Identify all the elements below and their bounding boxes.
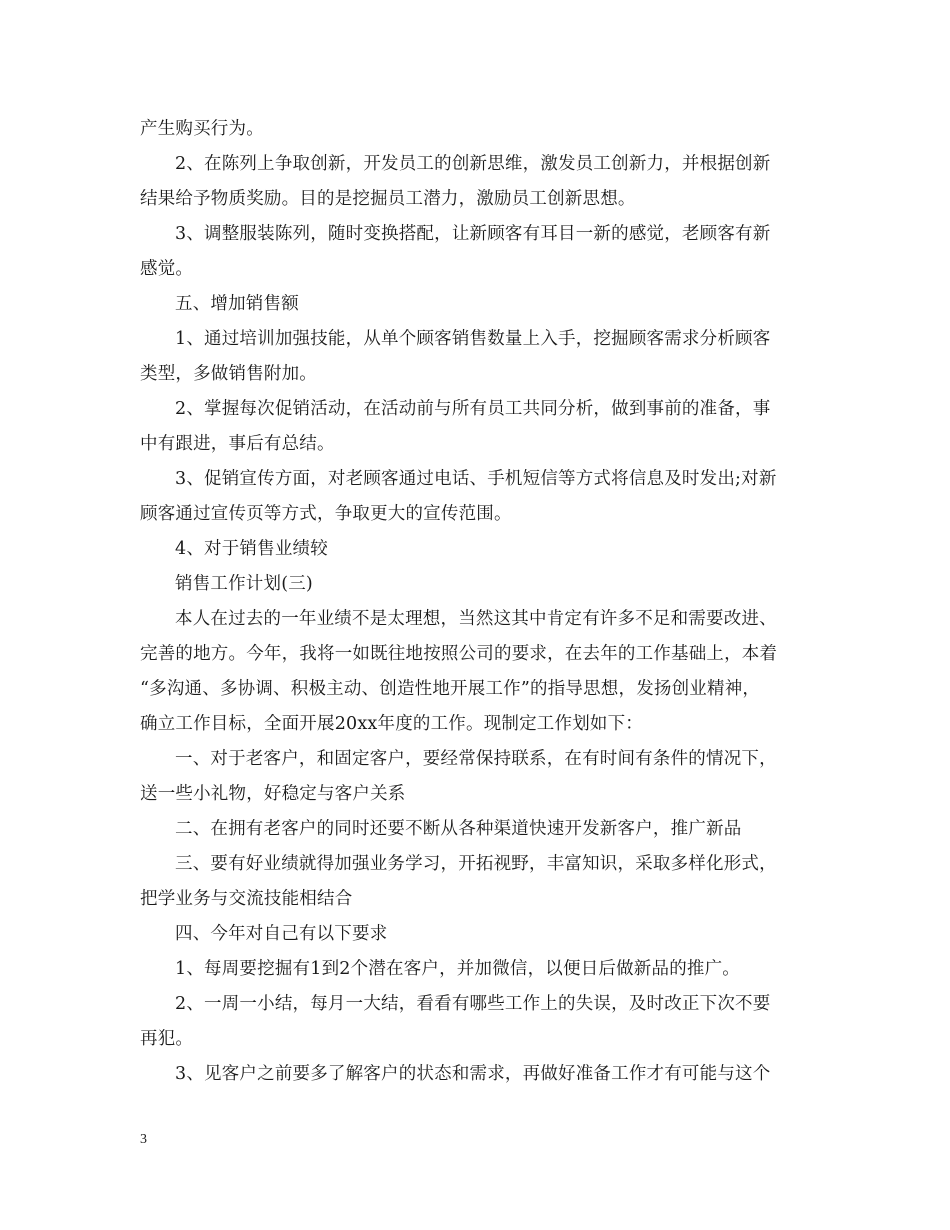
- text-line: 把学业务与交流技能相结合: [140, 889, 353, 909]
- text-line: 再犯。: [140, 1029, 194, 1049]
- text-line: 二、在拥有老客户的同时还要不断从各种渠道快速开发新客户，推广新品: [175, 819, 742, 839]
- text-line: 送一些小礼物，好稳定与客户关系: [140, 784, 406, 804]
- text-line: 2、一周一小结，每月一大结，看看有哪些工作上的失误，及时改正下次不要: [175, 994, 771, 1014]
- text-line: 类型，多做销售附加。: [140, 364, 317, 384]
- text-line: 感觉。: [140, 259, 194, 279]
- text-line: 本人在过去的一年业绩不是太理想，当然这其中肯定有许多不足和需要改进、: [175, 609, 777, 629]
- section-heading: 销售工作计划(三): [175, 574, 313, 594]
- text-line: 2、在陈列上争取创新，开发员工的创新思维，激发员工创新力，并根据创新: [175, 154, 771, 174]
- text-line: 产生购买行为。: [140, 119, 264, 139]
- text-line: 确立工作目标，全面开展20xx年度的工作。现制定工作划如下：: [140, 714, 644, 734]
- text-line: 顾客通过宣传页等方式，争取更大的宣传范围。: [140, 504, 512, 524]
- text-line: 三、要有好业绩就得加强业务学习，开拓视野，丰富知识，采取多样化形式，: [175, 854, 777, 874]
- text-line: 3、调整服装陈列，随时变换搭配，让新顾客有耳目一新的感觉，老顾客有新: [175, 224, 771, 244]
- text-line: 1、通过培训加强技能，从单个顾客销售数量上入手，挖掘顾客需求分析顾客: [175, 329, 771, 349]
- section-heading: 四、今年对自己有以下要求: [175, 924, 388, 944]
- text-line: 完善的地方。今年，我将一如既往地按照公司的要求，在去年的工作基础上，本着: [140, 644, 778, 664]
- text-line: 结果给予物质奖励。目的是挖掘员工潜力，激励员工创新思想。: [140, 189, 636, 209]
- document-body: [140, 112, 816, 1092]
- text-line: 3、促销宣传方面，对老顾客通过电话、手机短信等方式将信息及时发出;对新: [175, 469, 777, 489]
- text-line: “多沟通、多协调、积极主动、创造性地开展工作”的指导思想，发扬创业精神，: [140, 679, 761, 699]
- text-line: 一、对于老客户，和固定客户，要经常保持联系，在有时间有条件的情况下，: [175, 749, 777, 769]
- section-heading: 五、增加销售额: [175, 294, 299, 314]
- text-line: 2、掌握每次促销活动，在活动前与所有员工共同分析，做到事前的准备，事: [175, 399, 771, 419]
- text-line: 1、每周要挖掘有1到2个潜在客户，并加微信，以便日后做新品的推广。: [175, 959, 740, 979]
- text-line: 中有跟进，事后有总结。: [140, 434, 335, 454]
- text-line: 3、见客户之前要多了解客户的状态和需求，再做好准备工作才有可能与这个: [175, 1064, 771, 1084]
- text-line: 4、对于销售业绩较: [175, 539, 328, 559]
- page-number: 3: [140, 1132, 147, 1147]
